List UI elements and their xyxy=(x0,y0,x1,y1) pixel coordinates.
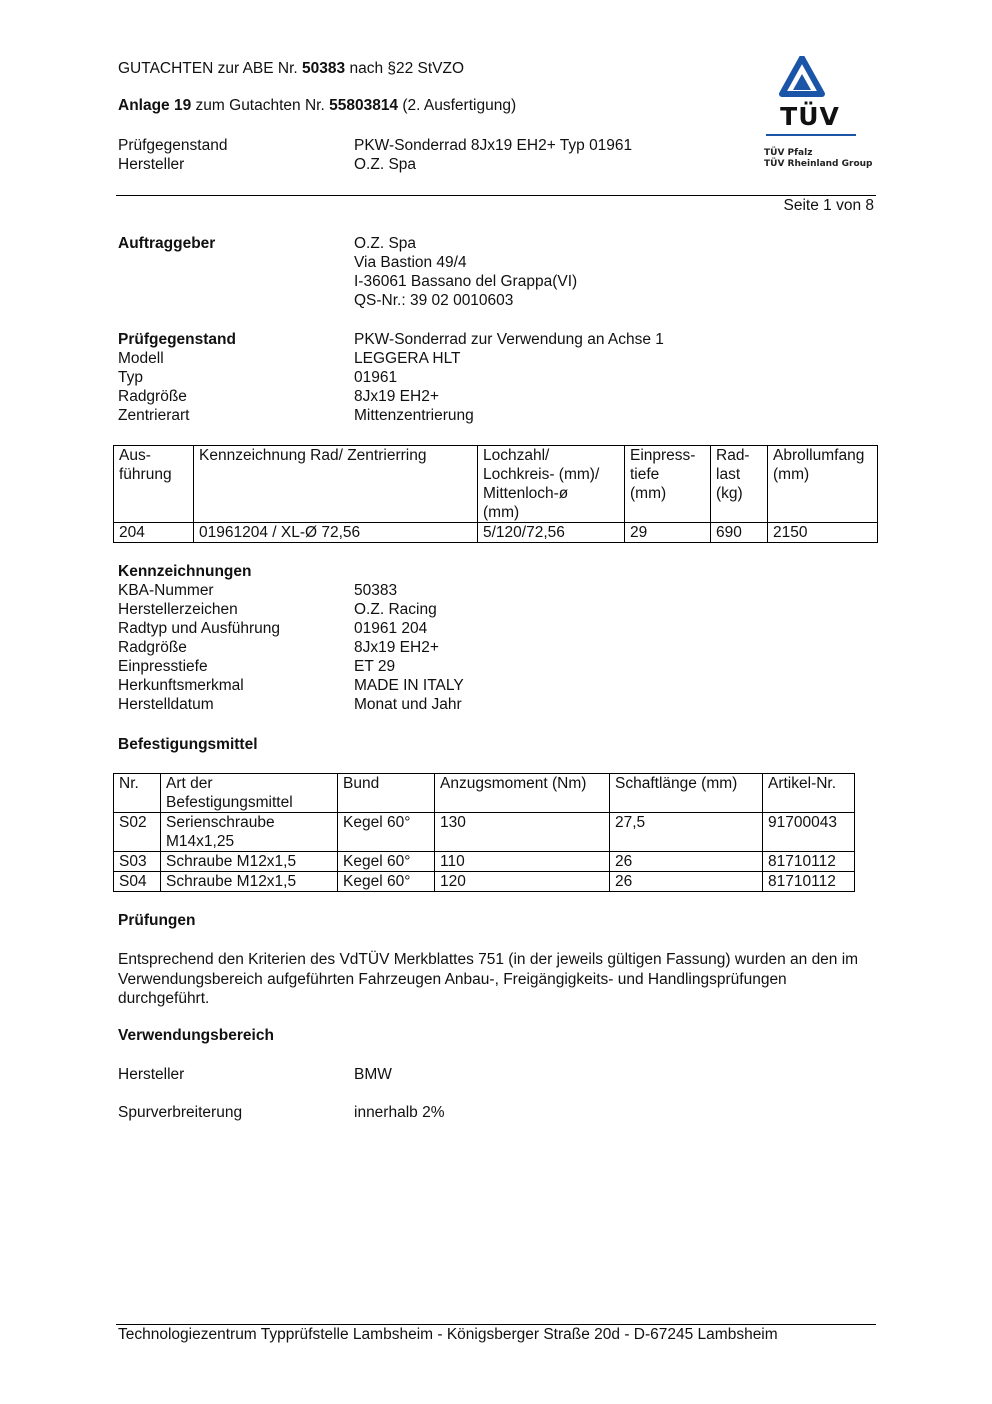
cell: 81710112 xyxy=(763,872,855,892)
label: Radgröße xyxy=(118,639,187,656)
header-cell: Nr. xyxy=(114,774,161,813)
cell: 01961204 / XL-Ø 72,56 xyxy=(194,523,478,543)
logo-divider xyxy=(766,134,856,136)
cell: 130 xyxy=(435,813,610,852)
value: PKW-Sonderrad 8Jx19 EH2+ Typ 01961 xyxy=(354,137,633,154)
auftraggeber-line: QS-Nr.: 39 02 0010603 xyxy=(354,292,514,309)
cell: 91700043 xyxy=(763,813,855,852)
report-number: 55803814 xyxy=(329,97,399,114)
pruefungen-text: Entsprechend den Kriterien des VdTÜV Merkblattes 751 (in der jeweils gültigen Fassung) wurden an den im Verwendungsbereich aufgeführten Fahrzeugen Anbau-, Freigängigkeits- und Handlingsprüfungen durchgeführt. xyxy=(118,951,859,1007)
tuv-triangle-icon xyxy=(760,56,860,106)
logo-subtitle-1: TÜV Pfalz xyxy=(764,148,813,158)
table-header-row xyxy=(114,446,878,523)
value: BMW xyxy=(354,1066,392,1083)
cell: 26 xyxy=(610,852,763,872)
kennzeichnungen-title: Kennzeichnungen xyxy=(118,563,252,580)
value: 50383 xyxy=(354,582,398,599)
label: Typ xyxy=(118,369,143,386)
value: 01961 204 xyxy=(354,620,428,637)
value: 01961 xyxy=(354,369,398,386)
befestigung-title: Befestigungsmittel xyxy=(118,736,258,753)
header-cell: Bund xyxy=(338,774,435,813)
value: MADE IN ITALY xyxy=(354,677,464,694)
cell: 120 xyxy=(435,872,610,892)
abe-number: 50383 xyxy=(302,60,346,77)
footer-divider xyxy=(116,1324,876,1325)
value: innerhalb 2% xyxy=(354,1104,445,1121)
table-row xyxy=(114,872,855,892)
logo-text: TÜV xyxy=(780,102,840,131)
header-cell: Abrollumfang (mm) xyxy=(768,446,878,523)
cell: Schraube M12x1,5 xyxy=(161,872,338,892)
value: 8Jx19 EH2+ xyxy=(354,388,439,405)
annex-line xyxy=(118,97,516,115)
value: O.Z. Spa xyxy=(354,156,417,173)
label: Hersteller xyxy=(118,1066,185,1083)
cell: S03 xyxy=(114,852,161,872)
table-row xyxy=(114,852,855,872)
value: ET 29 xyxy=(354,658,396,675)
table-header-row xyxy=(114,774,855,813)
auftraggeber-line: O.Z. Spa xyxy=(354,235,417,252)
label: Prüfgegenstand xyxy=(118,137,228,154)
label: Herstelldatum xyxy=(118,696,214,713)
header-cell: Schaftlänge (mm) xyxy=(610,774,763,813)
cell: S02 xyxy=(114,813,161,852)
cell: S04 xyxy=(114,872,161,892)
annex-mid: zum Gutachten Nr. xyxy=(195,97,325,114)
cell: 690 xyxy=(711,523,768,543)
label: Radgröße xyxy=(118,388,187,405)
header-cell: Artikel-Nr. xyxy=(763,774,855,813)
footer-address: Technologiezentrum Typprüfstelle Lambsheim - Königsberger Straße 20d - D-67245 Lambsheim xyxy=(118,1326,778,1343)
page-number: Seite 1 von 8 xyxy=(783,197,874,214)
wheel-table xyxy=(113,445,878,543)
pruefgegenstand-label: Prüfgegenstand xyxy=(118,331,236,348)
label: Zentrierart xyxy=(118,407,190,424)
value: LEGGERA HLT xyxy=(354,350,461,367)
label: Spurverbreiterung xyxy=(118,1104,243,1121)
cell: Serienschraube M14x1,25 xyxy=(161,813,338,852)
value: O.Z. Racing xyxy=(354,601,437,618)
header-cell: Lochzahl/ Lochkreis- (mm)/ Mittenloch-ø (mm) xyxy=(478,446,625,523)
cell: 26 xyxy=(610,872,763,892)
annex-number: Anlage 19 xyxy=(118,97,192,114)
cell: 5/120/72,56 xyxy=(478,523,625,543)
cell: 27,5 xyxy=(610,813,763,852)
cell: 2150 xyxy=(768,523,878,543)
label: Herkunftsmerkmal xyxy=(118,677,244,694)
auftraggeber-line: I-36061 Bassano del Grappa(VI) xyxy=(354,273,578,290)
value: 8Jx19 EH2+ xyxy=(354,639,439,656)
value: Mittenzentrierung xyxy=(354,407,474,424)
label: Modell xyxy=(118,350,164,367)
header-cell: Aus- führung xyxy=(114,446,194,523)
label: Hersteller xyxy=(118,156,185,173)
title-suffix: nach §22 StVZO xyxy=(349,60,465,77)
cell: 204 xyxy=(114,523,194,543)
header-divider xyxy=(116,195,876,196)
auftraggeber-label: Auftraggeber xyxy=(118,235,216,252)
table-row xyxy=(114,813,855,852)
label: Herstellerzeichen xyxy=(118,601,238,618)
report-title-line xyxy=(118,60,464,78)
cell: 29 xyxy=(625,523,711,543)
logo-subtitle-2: TÜV Rheinland Group xyxy=(764,159,873,169)
value: Monat und Jahr xyxy=(354,696,462,713)
label: Radtyp und Ausführung xyxy=(118,620,281,637)
fastener-table xyxy=(113,773,855,892)
header-cell: Einpress- tiefe (mm) xyxy=(625,446,711,523)
cell: Kegel 60° xyxy=(338,872,435,892)
label: Einpresstiefe xyxy=(118,658,208,675)
tuv-logo xyxy=(760,56,873,176)
auftraggeber-line: Via Bastion 49/4 xyxy=(354,254,467,271)
cell: 81710112 xyxy=(763,852,855,872)
header-cell: Anzugsmoment (Nm) xyxy=(435,774,610,813)
header-cell: Art der Befestigungsmittel xyxy=(161,774,338,813)
cell: Schraube M12x1,5 xyxy=(161,852,338,872)
table-row xyxy=(114,523,878,543)
header-cell: Rad- last (kg) xyxy=(711,446,768,523)
verwendung-title: Verwendungsbereich xyxy=(118,1027,274,1044)
annex-edition: (2. Ausfertigung) xyxy=(402,97,517,114)
cell: Kegel 60° xyxy=(338,852,435,872)
pruefungen-title: Prüfungen xyxy=(118,912,196,929)
header-cell: Kennzeichnung Rad/ Zentrierring xyxy=(194,446,478,523)
title-prefix: GUTACHTEN zur ABE Nr. xyxy=(118,60,298,77)
cell: 110 xyxy=(435,852,610,872)
pruefgegenstand-value: PKW-Sonderrad zur Verwendung an Achse 1 xyxy=(354,331,664,348)
cell: Kegel 60° xyxy=(338,813,435,852)
label: KBA-Nummer xyxy=(118,582,214,599)
